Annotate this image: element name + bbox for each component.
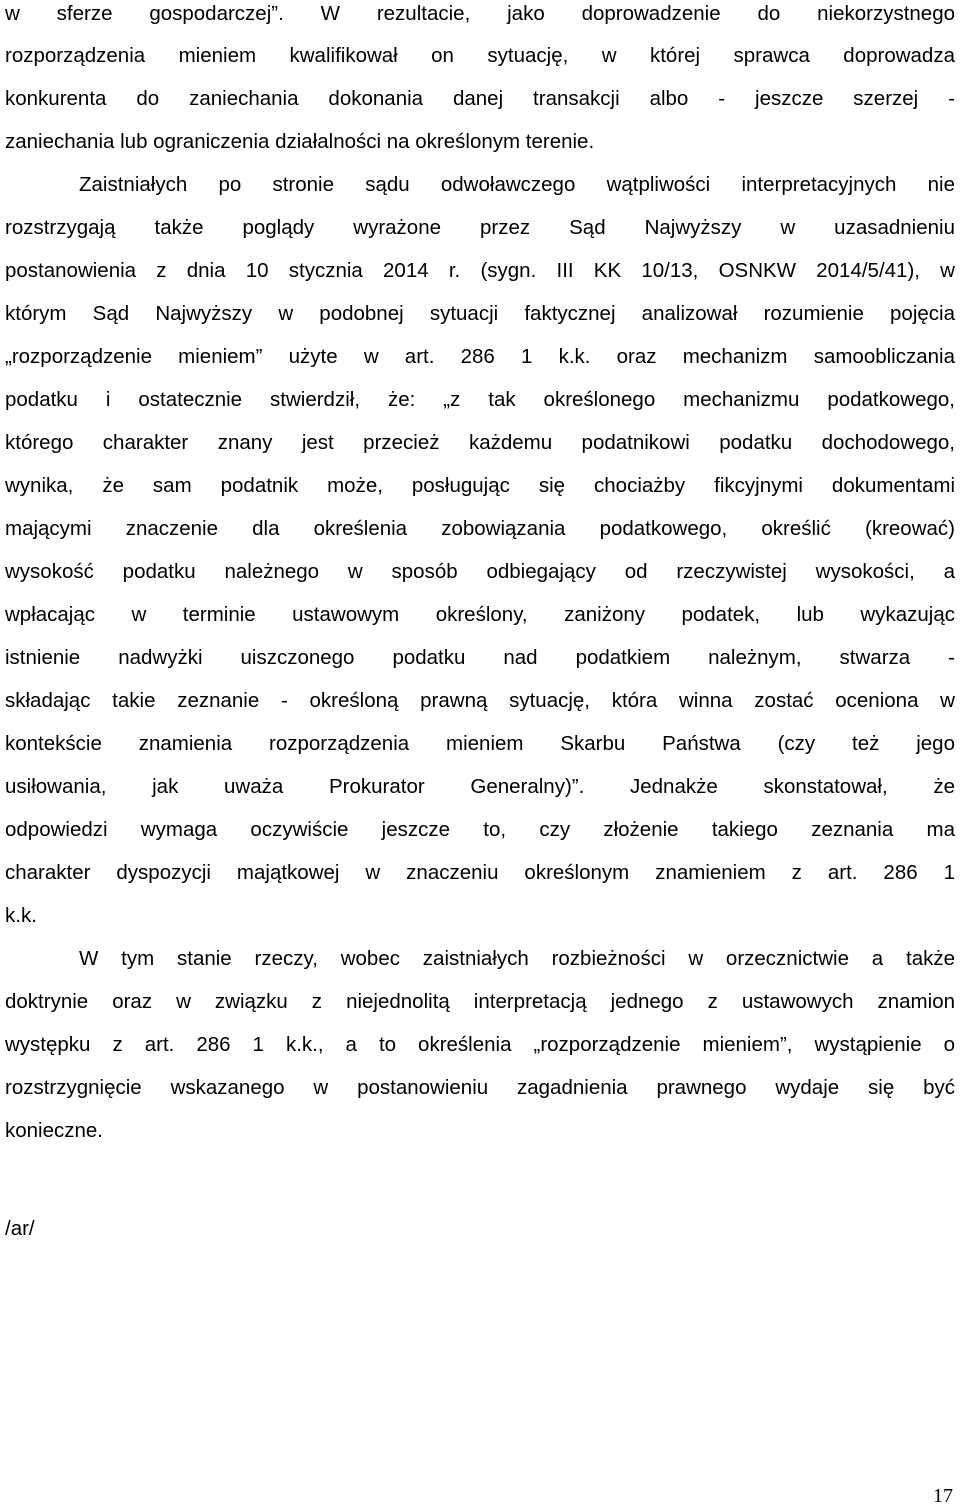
text-line: doktrynie oraz w związku z niejednolitą interpretacją jednego z ustawowych znamion xyxy=(5,990,955,1013)
text-line: wynika, że sam podatnik może, posługując się chociażby fikcyjnymi dokumentami xyxy=(5,474,955,497)
text-line: istnienie nadwyżki uiszczonego podatku nad podatkiem należnym, stwarza - xyxy=(5,646,955,669)
text-line: którego charakter znany jest przecież każdemu podatnikowi podatku dochodowego, xyxy=(5,431,955,454)
text-line: usiłowania, jak uważa Prokurator Generalny)”. Jednakże skonstatował, że xyxy=(5,775,955,798)
text-line: podatku i ostatecznie stwierdził, że: „z tak określonego mechanizmu podatkowego, xyxy=(5,388,955,411)
text-line: odpowiedzi wymaga oczywiście jeszcze to, czy złożenie takiego zeznania ma xyxy=(5,818,955,841)
text-line: charakter dyspozycji majątkowej w znaczeniu określonym znamieniem z art. 286 1 xyxy=(5,861,955,884)
text-line: którym Sąd Najwyższy w podobnej sytuacji faktycznej analizował rozumienie pojęcia xyxy=(5,302,955,325)
text-line: postanowienia z dnia 10 stycznia 2014 r. (sygn. III KK 10/13, OSNKW 2014/5/41), w xyxy=(5,259,955,282)
text-line: k.k. xyxy=(5,904,37,927)
text-line: „rozporządzenie mieniem” użyte w art. 286 1 k.k. oraz mechanizm samoobliczania xyxy=(5,345,955,368)
text-line: konkurenta do zaniechania dokonania danej transakcji albo - jeszcze szerzej - xyxy=(5,87,955,110)
text-line: zaniechania lub ograniczenia działalności na określonym terenie. xyxy=(5,130,595,153)
text-line: występku z art. 286 1 k.k., a to określenia „rozporządzenie mieniem”, wystąpienie o xyxy=(5,1033,955,1056)
text-line: w sferze gospodarczej”. W rezultacie, jako doprowadzenie do niekorzystnego xyxy=(5,2,955,25)
text-line: wpłacając w terminie ustawowym określony, zaniżony podatek, lub wykazując xyxy=(5,603,955,626)
page-number: 17 xyxy=(933,1485,953,1507)
text-line: rozporządzenia mieniem kwalifikował on sytuację, w której sprawca doprowadza xyxy=(5,44,955,67)
text-line: W tym stanie rzeczy, wobec zaistniałych rozbieżności w orzecznictwie a także xyxy=(79,947,955,970)
text-line: wysokość podatku należnego w sposób odbiegający od rzeczywistej wysokości, a xyxy=(5,560,955,583)
text-line: konieczne. xyxy=(5,1119,104,1142)
text-line: mającymi znaczenie dla określenia zobowiązania podatkowego, określić (kreować) xyxy=(5,517,955,540)
text-line: Zaistniałych po stronie sądu odwoławczego wątpliwości interpretacyjnych nie xyxy=(79,173,955,196)
author-initials: /ar/ xyxy=(5,1217,35,1240)
text-line: składając takie zeznanie - określoną prawną sytuację, która winna zostać oceniona w xyxy=(5,689,955,712)
text-line: rozstrzygnięcie wskazanego w postanowieniu zagadnienia prawnego wydaje się być xyxy=(5,1076,955,1099)
text-line: kontekście znamienia rozporządzenia mieniem Skarbu Państwa (czy też jego xyxy=(5,732,955,755)
text-line: rozstrzygają także poglądy wyrażone przez Sąd Najwyższy w uzasadnieniu xyxy=(5,216,955,239)
